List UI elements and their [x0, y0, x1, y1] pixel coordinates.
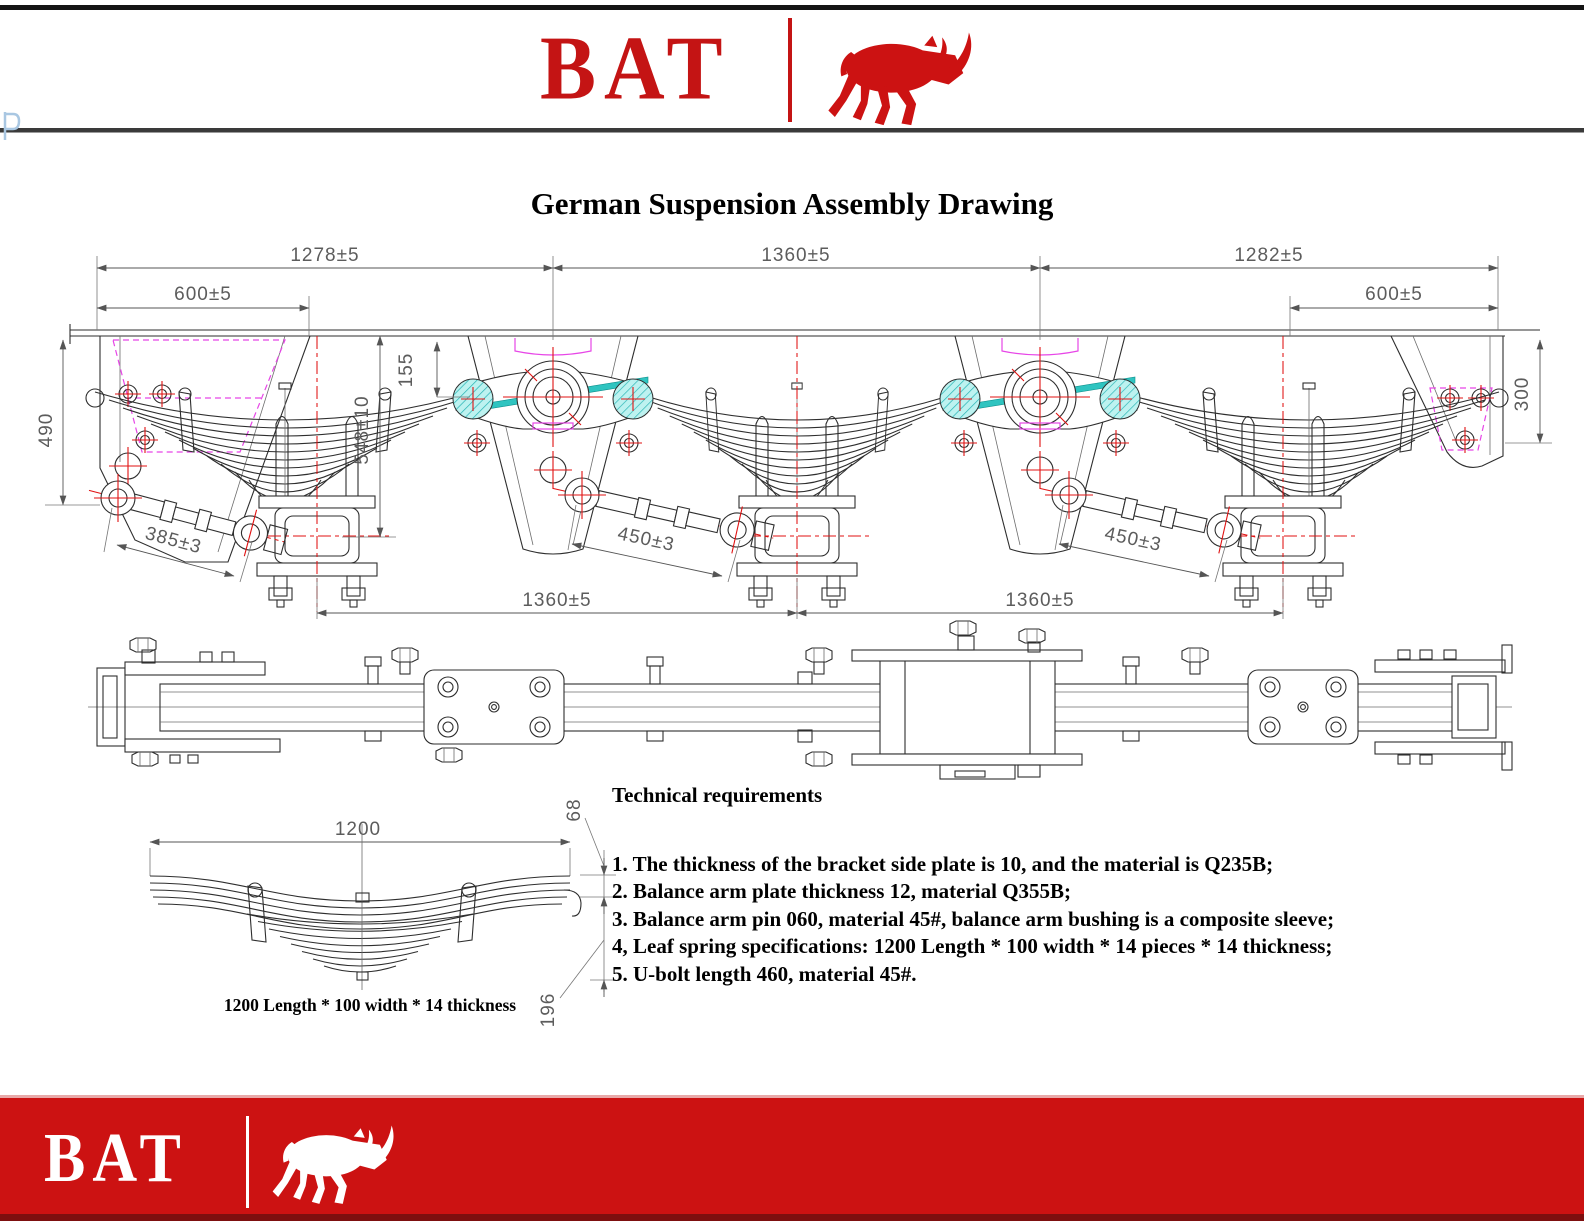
equalizer-2 — [940, 336, 1140, 554]
side-end-bracket-left — [97, 638, 280, 766]
tech-requirements-list — [612, 851, 1552, 988]
tech-item-5: 5. U-bolt length 460, material 45#. — [612, 961, 917, 986]
dim-spring-arc-height: 196 — [538, 992, 559, 1028]
dim-axle-right: 1360±5 — [1005, 590, 1075, 611]
axle-seat-1 — [243, 336, 391, 612]
dim-spring-length: 1200 — [334, 819, 382, 840]
front-view — [36, 245, 1552, 619]
axle-seat-2 — [723, 336, 871, 612]
dim-torque-left: 385±3 — [142, 523, 205, 559]
dim-sub-left: 600±5 — [174, 284, 232, 305]
footer-rhino-icon — [264, 1120, 416, 1208]
dim-torque-mid: 450±3 — [615, 523, 677, 556]
dim-arch-height: 548±10 — [352, 395, 373, 465]
footer-logo-text: BAT — [44, 1120, 188, 1197]
dim-eq-drop: 155 — [396, 352, 417, 388]
tech-item-3: 3. Balance arm pin 060, material 45#, balance arm bushing is a composite sleeve; — [612, 906, 1335, 931]
equalizer-1 — [453, 336, 653, 554]
margin-artifact-glyph — [5, 112, 19, 140]
front-hanger-right — [1391, 336, 1503, 467]
page-title: German Suspension Assembly Drawing — [530, 186, 1054, 221]
side-view — [88, 621, 1512, 779]
dim-spring-end-height: 68 — [564, 798, 585, 822]
dim-left-height: 490 — [36, 412, 57, 448]
side-center-block — [852, 621, 1082, 779]
dim-top-right: 1282±5 — [1234, 245, 1304, 266]
leaf-spring-detail — [150, 798, 616, 1027]
tech-requirements-heading: Technical requirements — [612, 783, 823, 807]
dim-sub-right: 600±5 — [1365, 284, 1423, 305]
header-logo-text: BAT — [540, 18, 731, 120]
side-clamp-block-1 — [424, 670, 564, 762]
side-clamp-block-2 — [1248, 670, 1358, 744]
footer-band-shadow — [0, 1214, 1584, 1221]
dim-top-mid: 1360±5 — [761, 245, 831, 266]
dim-top-left: 1278±5 — [290, 245, 360, 266]
tech-item-2: 2. Balance arm plate thickness 12, material Q355B; — [612, 879, 1072, 904]
leaf-spring-1 — [86, 383, 484, 510]
dim-torque-right: 450±3 — [1102, 523, 1164, 556]
footer-band — [0, 1098, 1584, 1214]
tech-item-1: 1. The thickness of the bracket side plate is 10, and the material is Q235B; — [612, 852, 1274, 876]
tech-item-4: 4, Leaf spring specifications: 1200 Length * 100 width * 14 pieces * 14 thickness; — [612, 934, 1333, 959]
dim-axle-left: 1360±5 — [522, 590, 592, 611]
dim-right-height: 300 — [1512, 376, 1533, 412]
side-end-bracket-right — [1375, 645, 1512, 770]
spring-detail-caption: 1200 Length * 100 width * 14 thickness — [223, 995, 517, 1015]
footer-logo-divider-bar — [246, 1116, 249, 1208]
frame-rail — [70, 324, 1540, 344]
